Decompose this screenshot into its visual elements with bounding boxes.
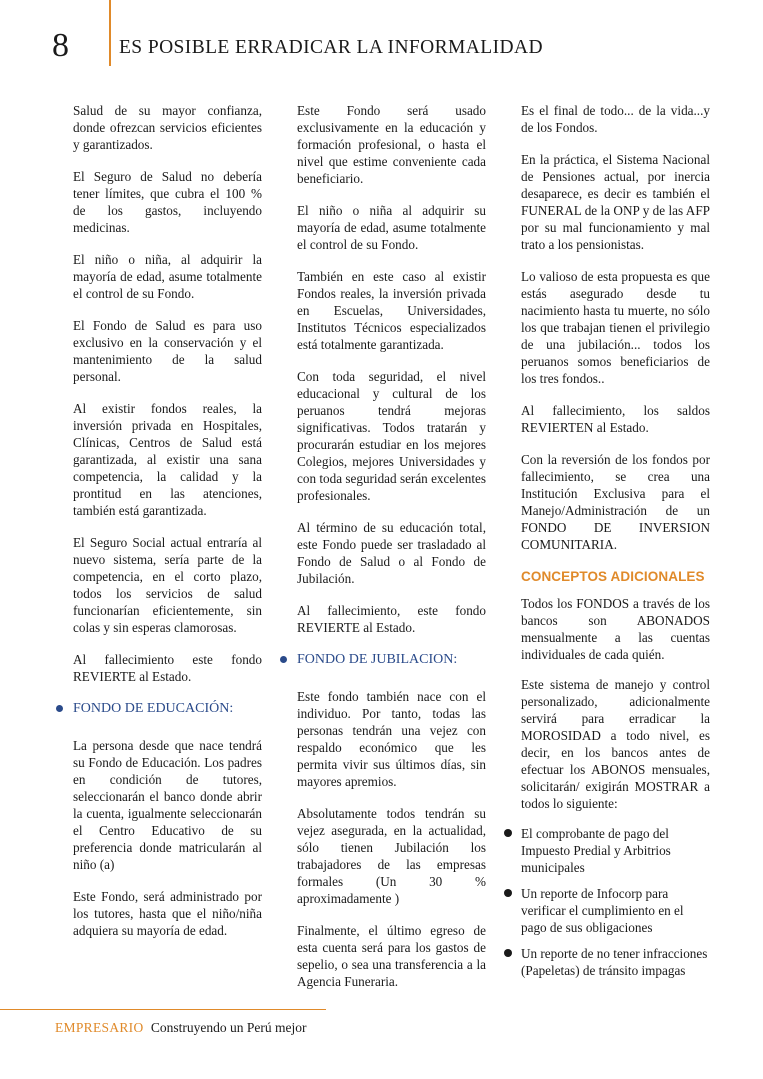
footer-divider [0, 1009, 326, 1010]
bullet-dot-icon [56, 705, 63, 712]
paragraph: Al existir fondos reales, la inversión privada en Hospitales, Clínicas, Centros de Salud está garantizada, al existir una sana competencia, la calidad y la prontitud en las atenciones, también está garantizada. [73, 401, 262, 518]
list-item-text: Un reporte de no tener infracciones (Papeletas) de tránsito impagas [521, 946, 708, 978]
paragraph: El niño o niña, al adquirir la mayoría de edad, asume totalmente el control de su Fondo. [73, 252, 262, 301]
section-heading-conceptos: CONCEPTOS ADICIONALES [521, 569, 705, 584]
header-divider [109, 0, 111, 66]
footer-brand: EMPRESARIO [55, 1020, 144, 1035]
paragraph: El Seguro de Salud no debería tener límites, que cubra el 100 % de los gastos, incluyendo medicinas. [73, 169, 262, 235]
paragraph: Con toda seguridad, el nivel educacional y cultural de los peruanos tendrá mejoras significativas. Todos tratarán y procurarán estudiar en los mejores Colegios, mejores Universidades y con toda seguridad serán excelentes profesionales. [297, 369, 486, 503]
paragraph: El Fondo de Salud es para uso exclusivo en la conservación y el mantenimiento de la salud personal. [73, 318, 262, 384]
section-heading-text: FONDO DE JUBILACION: [297, 652, 458, 667]
bullet-dot-icon [504, 949, 512, 957]
list-item [521, 945, 710, 979]
section-heading-educacion [73, 700, 262, 717]
text-column-3 [521, 102, 710, 988]
paragraph: Absolutamente todos tendrán su vejez asegurada, en la actualidad, sólo tienen Jubilación los trabajadores de las empresas formales (Un 30 % aproximadamente ) [297, 806, 486, 906]
paragraph: Con la reversión de los fondos por fallecimiento, se crea una Institución Exclusiva para el Manejo/Administración de un FONDO DE INVERSION COMUNITARIA. [521, 452, 710, 552]
list-item-text: Un reporte de Infocorp para verificar el cumplimiento en el pago de sus obligaciones [521, 886, 684, 935]
requirements-list [521, 825, 710, 979]
paragraph: Es el final de todo... de la vida...y de los Fondos. [521, 103, 710, 135]
bullet-dot-icon [504, 889, 512, 897]
section-heading-jubilacion [297, 651, 486, 668]
list-item [521, 885, 710, 936]
paragraph: En la práctica, el Sistema Nacional de Pensiones actual, por inercia desaparece, es decir es también el FUNERAL de la ONP y de las AFP por su mal funcionamiento y mal trato a los pensionistas. [521, 152, 710, 252]
page-footer [55, 1019, 307, 1036]
text-column-1 [73, 102, 262, 954]
paragraph: Al fallecimiento este fondo REVIERTE al Estado. [73, 652, 262, 684]
paragraph: La persona desde que nace tendrá su Fondo de Educación. Los padres en condición de tutores, seleccionarán el banco donde abrir la cuenta, igualmente seleccionarán el Centro Educativo de su preferencia donde matricularán al niño (a) [73, 738, 262, 872]
paragraph: Salud de su mayor confianza, donde ofrezcan servicios eficientes y garantizados. [73, 103, 262, 152]
section-heading-text: FONDO DE EDUCACIÓN: [73, 701, 234, 716]
paragraph: Este Fondo, será administrado por los tutores, hasta que el niño/niña adquiera su mayoría de edad. [73, 889, 262, 938]
list-item-text: El comprobante de pago del Impuesto Predial y Arbitrios municipales [521, 826, 671, 875]
bullet-dot-icon [280, 656, 287, 663]
paragraph: Finalmente, el último egreso de esta cuenta será para los gastos de sepelio, o sea una transferencia a la Agencia Funeraria. [297, 923, 486, 989]
bullet-dot-icon [504, 829, 512, 837]
paragraph: Este fondo también nace con el individuo. Por tanto, todas las personas tendrán una vejez con respaldo económico que les permita vivir sus últimos días, sin mayores apremios. [297, 689, 486, 789]
paragraph: Al fallecimiento, este fondo REVIERTE al Estado. [297, 603, 486, 635]
paragraph: Lo valioso de esta propuesta es que estás asegurado desde tu nacimiento hasta tu muerte, no sólo los que trabajan tienen el privilegio de una jubilación... todos los peruanos somos beneficiarios de los tres fondos.. [521, 269, 710, 386]
footer-tagline: Construyendo un Perú mejor [150, 1020, 307, 1035]
paragraph: También en este caso al existir Fondos reales, la inversión privada en Escuelas, Universidades, Institutos Técnicos especializados está totalmente garantizada. [297, 269, 486, 352]
paragraph: Al fallecimiento, los saldos REVIERTEN al Estado. [521, 403, 710, 435]
text-column-2 [297, 102, 486, 1005]
page-title: ES POSIBLE ERRADICAR LA INFORMALIDAD [119, 37, 543, 58]
paragraph: Al término de su educación total, este Fondo puede ser trasladado al Fondo de Salud o al Fondo de Jubilación. [297, 520, 486, 586]
page-header [0, 0, 763, 70]
paragraph: Este Fondo será usado exclusivamente en la educación y formación profesional, o hasta el nivel que estime conveniente cada beneficiario. [297, 103, 486, 186]
paragraph: El Seguro Social actual entraría al nuevo sistema, sería parte de la competencia, en el corto plazo, todos los servicios de salud funcionarían eficientemente, sin colas y sin esperas clamorosas. [73, 535, 262, 635]
list-item [521, 825, 710, 876]
page-number: 8 [52, 27, 69, 64]
paragraph: Este sistema de manejo y control personalizado, adicionalmente servirá para erradicar la MOROSIDAD a todo nivel, es decir, en los bancos antes de efectuar los ABONOS mensuales, solicitarán/ exigirán MOSTRAR a todos lo siguiente: [521, 677, 710, 811]
paragraph: Todos los FONDOS a través de los bancos son ABONADOS mensualmente a las cuentas individuales de cada quién. [521, 596, 710, 662]
paragraph: El niño o niña al adquirir su mayoría de edad, asume totalmente el control de su Fondo. [297, 203, 486, 252]
